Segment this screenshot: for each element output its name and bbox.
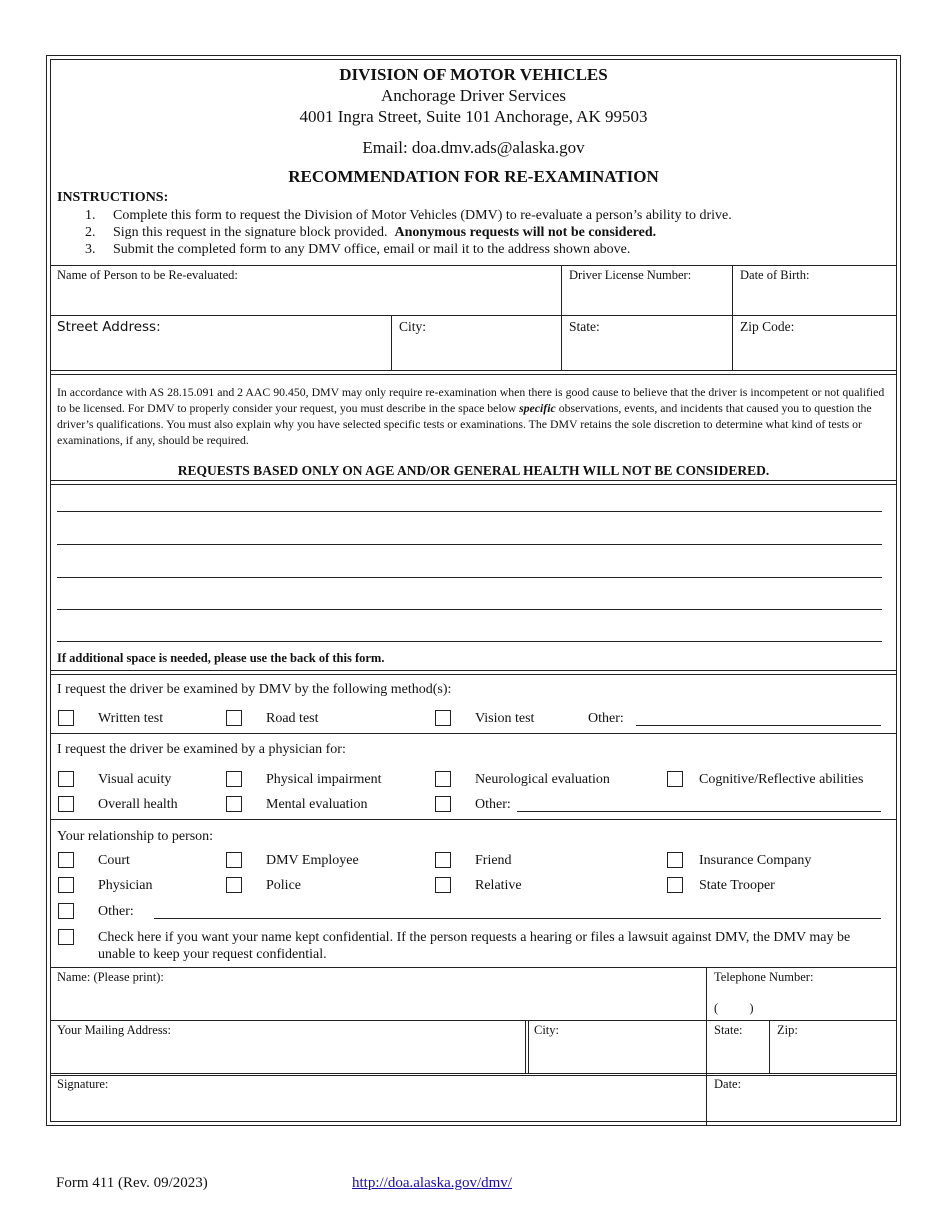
dmv-employee-checkbox[interactable] [226, 852, 242, 868]
insurance-company-checkbox[interactable] [667, 852, 683, 868]
person-city-field[interactable]: City: [399, 319, 427, 334]
street-address-field[interactable]: Street Address: [57, 319, 161, 335]
instruction-2-bold: Anonymous requests will not be considered. [394, 225, 657, 240]
form-title: RECOMMENDATION FOR RE-EXAMINATION [288, 167, 659, 186]
neurological-evaluation-label: Neurological evaluation [475, 772, 610, 787]
police-checkbox[interactable] [226, 877, 242, 893]
requester-zip-field[interactable]: Zip: [777, 1023, 798, 1037]
mental-evaluation-label: Mental evaluation [266, 797, 368, 812]
physician-other-input[interactable] [517, 811, 881, 812]
relative-label: Relative [475, 878, 522, 893]
cognitive-abilities-checkbox[interactable] [667, 771, 683, 787]
notice-part-2: observations, events, and incidents that caused you to question the driver’s qualifications. You must also explain why you have selected specific tests or examinations. The DMV retains the sole discretion to determine what kind of tests or examinations, if any, should be required. [57, 401, 872, 447]
visual-acuity-label: Visual acuity [98, 772, 172, 787]
road-test-checkbox[interactable] [226, 710, 242, 726]
mailing-address-field[interactable]: Your Mailing Address: [57, 1023, 172, 1037]
state-trooper-label: State Trooper [699, 878, 775, 893]
instruction-2-text [113, 225, 656, 241]
vision-test-label: Vision test [475, 711, 535, 726]
agency-title: DIVISION OF MOTOR VEHICLES [339, 65, 608, 84]
friend-checkbox[interactable] [435, 852, 451, 868]
physical-impairment-checkbox[interactable] [226, 771, 242, 787]
signature-field[interactable]: Signature: [57, 1077, 109, 1091]
physician-other-checkbox[interactable] [435, 796, 451, 812]
requester-name-field[interactable]: Name: (Please print): [57, 970, 164, 984]
confidential-text: Check here if you want your name kept confidential. If the person requests a hearing or files a lawsuit against DMV, the DMV may be unable to keep your request confidential. [98, 930, 851, 962]
insurance-company-label: Insurance Company [699, 853, 812, 868]
notice-paragraph [57, 384, 887, 448]
confidential-checkbox[interactable] [58, 929, 74, 945]
description-line-1[interactable] [57, 511, 882, 512]
person-name-field[interactable]: Name of Person to be Re-evaluated: [57, 268, 238, 282]
relative-checkbox[interactable] [435, 877, 451, 893]
relationship-other-checkbox[interactable] [58, 903, 74, 919]
notice-emphasis: specific [519, 401, 556, 415]
cognitive-abilities-label: Cognitive/Reflective abilities [699, 772, 864, 787]
instruction-1-text: Complete this form to request the Division of Motor Vehicles (DMV) to re-evaluate a person’s ability to drive. [113, 208, 732, 223]
instructions-heading: INSTRUCTIONS: [57, 190, 169, 205]
physician-exam-prompt: I request the driver be examined by a physician for: [57, 742, 346, 757]
date-field[interactable]: Date: [714, 1077, 742, 1091]
office-name: Anchorage Driver Services [380, 86, 567, 105]
additional-space-note: If additional space is needed, please use the back of this form. [57, 651, 385, 665]
office-address: 4001 Ingra Street, Suite 101 Anchorage, AK 99503 [299, 107, 648, 126]
telephone-area-code: ( ) [714, 1001, 754, 1015]
description-line-5[interactable] [57, 641, 882, 642]
relationship-other-input[interactable] [154, 918, 881, 919]
neurological-evaluation-checkbox[interactable] [435, 771, 451, 787]
requester-city-field[interactable]: City: [534, 1023, 560, 1037]
form-inner-border [50, 59, 897, 1122]
description-line-2[interactable] [57, 544, 882, 545]
office-email: Email: doa.dmv.ads@alaska.gov [362, 138, 585, 157]
dmv-website-link[interactable]: http://doa.alaska.gov/dmv/ [352, 1175, 512, 1191]
license-number-field[interactable]: Driver License Number: [569, 268, 692, 282]
mental-evaluation-checkbox[interactable] [226, 796, 242, 812]
court-label: Court [98, 853, 130, 868]
notice-part-1: In accordance with AS 28.15.091 and 2 AAC 90.450, DMV may only require re-examination when there is good cause to believe that the driver is incompetent or not qualified to be licensed. For DMV to properly consider your request, you must describe in the space below [57, 385, 885, 415]
dmv-employee-label: DMV Employee [266, 853, 359, 868]
physical-impairment-label: Physical impairment [266, 772, 382, 787]
visual-acuity-checkbox[interactable] [58, 771, 74, 787]
state-trooper-checkbox[interactable] [667, 877, 683, 893]
age-health-warning: REQUESTS BASED ONLY ON AGE AND/OR GENERAL HEALTH WILL NOT BE CONSIDERED. [177, 463, 770, 478]
instruction-3-number: 3. [85, 242, 96, 257]
friend-label: Friend [475, 853, 512, 868]
road-test-label: Road test [266, 711, 319, 726]
relationship-other-label: Other: [98, 904, 134, 919]
zip-code-field[interactable]: Zip Code: [740, 319, 795, 334]
dmv-other-label: Other: [588, 711, 624, 726]
written-test-checkbox[interactable] [58, 710, 74, 726]
physician-relationship-checkbox[interactable] [58, 877, 74, 893]
person-state-field[interactable]: State: [569, 319, 600, 334]
telephone-field[interactable]: Telephone Number: [714, 970, 814, 984]
overall-health-checkbox[interactable] [58, 796, 74, 812]
instruction-1-number: 1. [85, 208, 96, 223]
police-label: Police [266, 878, 301, 893]
written-test-label: Written test [98, 711, 164, 726]
dmv-other-input[interactable] [636, 725, 881, 726]
physician-relationship-label: Physician [98, 878, 153, 893]
requester-state-field[interactable]: State: [714, 1023, 743, 1037]
vision-test-checkbox[interactable] [435, 710, 451, 726]
court-checkbox[interactable] [58, 852, 74, 868]
form-outer-border [46, 55, 901, 1126]
relationship-prompt: Your relationship to person: [57, 829, 214, 844]
description-line-4[interactable] [57, 609, 882, 610]
instruction-3-text: Submit the completed form to any DMV office, email or mail it to the address shown above. [113, 242, 631, 257]
description-line-3[interactable] [57, 577, 882, 578]
dmv-exam-prompt: I request the driver be examined by DMV by the following method(s): [57, 682, 452, 697]
overall-health-label: Overall health [98, 797, 178, 812]
instruction-2-number: 2. [85, 225, 96, 240]
form-number: Form 411 (Rev. 09/2023) [56, 1175, 208, 1191]
date-of-birth-field[interactable]: Date of Birth: [740, 268, 810, 282]
physician-other-label: Other: [475, 797, 511, 812]
instruction-2-plain: Sign this request in the signature block provided. [113, 225, 388, 240]
